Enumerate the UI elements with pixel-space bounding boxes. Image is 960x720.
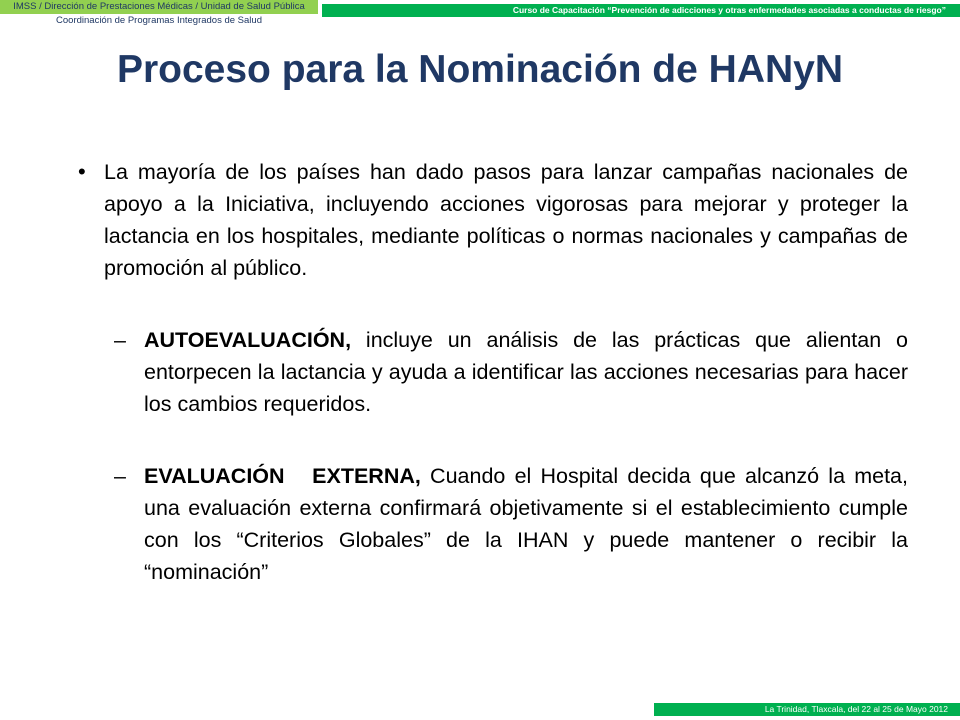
dash-icon: – — [114, 328, 126, 352]
footer-location-date: La Trinidad, Tlaxcala, del 22 al 25 de Mayo 2012 — [654, 703, 960, 716]
sub-item-text — [144, 324, 908, 420]
sub-item-description: incluye un análisis de las prácticas que alientan o entorpecen la lactancia y ayuda a identificar las acciones necesarias para hacer los cambios requeridos. — [144, 328, 908, 416]
bullet-item — [78, 156, 908, 284]
sub-item-term: EVALUACIÓN EXTERNA, — [144, 464, 421, 488]
sub-item-term: AUTOEVALUACIÓN, — [144, 328, 352, 352]
bullet-icon: • — [78, 159, 86, 184]
slide-body — [78, 156, 908, 588]
bullet-text: La mayoría de los países han dado pasos para lanzar campañas nacionales de apoyo a la Iniciativa, incluyendo acciones vigorosas para mejorar y proteger la lactancia en los hospitales, mediante políticas o normas nacionales y campañas de promoción al público. — [104, 160, 908, 280]
header-institution-banner: IMSS / Dirección de Prestaciones Médicas / Unidad de Salud Pública — [0, 0, 318, 14]
slide-title: Proceso para la Nominación de HANyN — [116, 48, 844, 91]
header-coordination-label: Coordinación de Programas Integrados de Salud — [4, 14, 314, 28]
header-course-banner: Curso de Capacitación “Prevención de adicciones y otras enfermedades asociadas a conductas de riesgo” — [322, 4, 960, 17]
sub-item-evaluacion-externa — [114, 460, 908, 588]
sub-item-autoevaluacion — [114, 324, 908, 420]
dash-icon: – — [114, 464, 126, 488]
sub-item-text — [144, 460, 908, 588]
sub-item-description: Cuando el Hospital decida que alcanzó la meta, una evaluación externa confirmará objetivamente si el establecimiento cumple con los “Criterios Globales” de la IHAN y puede mantener o recibir la “nominación” — [144, 464, 908, 584]
